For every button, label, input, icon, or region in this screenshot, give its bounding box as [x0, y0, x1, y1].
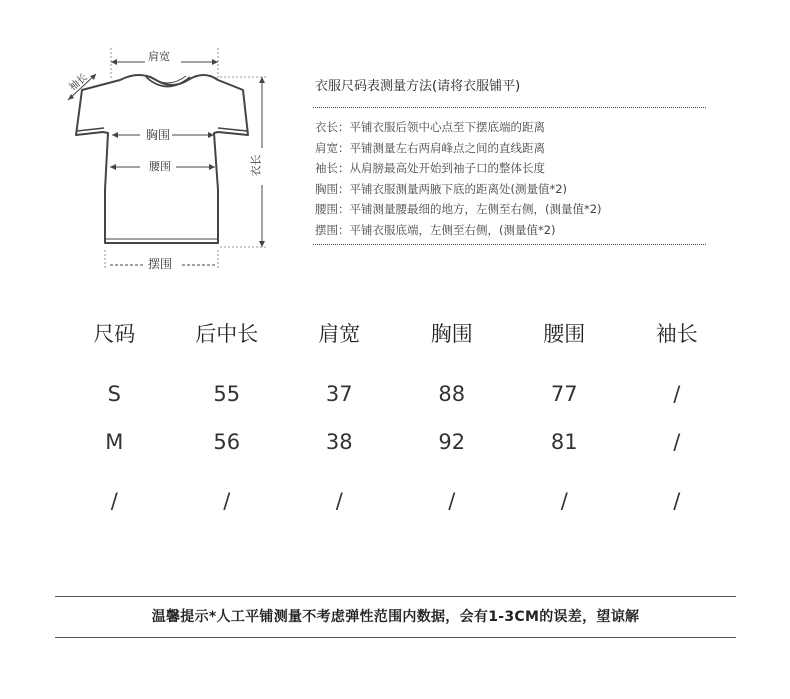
method-item-hem: 摆围：平铺衣服底端，左侧至右侧，(测量值*2) [315, 222, 556, 237]
table-cell: / [223, 488, 231, 513]
table-cell: / [673, 429, 681, 454]
header-chest: 胸围 [430, 322, 473, 346]
method-item-waist: 腰围：平铺测量腰最细的地方，左侧至右侧，(测量值*2) [315, 202, 602, 216]
table-cell: M [105, 429, 124, 454]
chest-label: 胸围 [146, 128, 171, 142]
table-cell: 77 [550, 381, 578, 406]
note-bottom-divider [55, 637, 736, 638]
table-cell: S [107, 381, 121, 406]
table-cell: / [110, 488, 118, 513]
table-cell: / [673, 488, 681, 513]
table-cell: / [448, 488, 456, 513]
table-cell: / [335, 488, 343, 513]
length-label: 衣长 [249, 154, 263, 177]
table-cell: 81 [550, 429, 578, 454]
method-item-chest: 胸围：平铺衣服测量两腋下底的距离处(测量值*2) [315, 181, 568, 196]
size-chart-table [58, 313, 733, 530]
method-bottom-divider [313, 244, 706, 245]
table-cell: 88 [438, 381, 466, 406]
hem-label: 摆围 [148, 257, 173, 271]
warm-tip-note: 温馨提示*人工平铺测量不考虑弹性范围内数据，会有1-3CM的误差，望谅解 [151, 609, 640, 625]
table-row [58, 471, 733, 530]
table-cell: 92 [438, 429, 466, 454]
method-title: 衣服尺码表测量方法(请将衣服铺平) [315, 79, 521, 94]
table-cell: 55 [213, 381, 241, 406]
method-item-sleeve: 袖长：从肩膀最高处开始到袖子口的整体长度 [315, 161, 545, 175]
table-cell: 56 [213, 429, 241, 454]
header-size: 尺码 [93, 322, 136, 346]
table-cell: / [673, 381, 681, 406]
table-cell: 38 [325, 429, 353, 454]
shoulder-label: 肩宽 [148, 50, 170, 63]
method-title-divider [313, 107, 706, 108]
table-header-row [58, 313, 733, 353]
sleeve-label: 袖长 [67, 71, 90, 94]
tshirt-measurement-diagram [60, 40, 300, 285]
waist-label: 腰围 [149, 160, 171, 173]
header-back-length: 后中长 [195, 322, 259, 346]
note-top-divider [55, 596, 736, 597]
table-cell: / [560, 488, 568, 513]
header-shoulder: 肩宽 [318, 322, 361, 346]
header-sleeve: 袖长 [655, 322, 698, 346]
method-item-length: 衣长：平铺衣服后领中心点至下摆底端的距离 [315, 120, 545, 134]
tshirt-outline-icon [60, 40, 300, 285]
table-row [58, 353, 733, 412]
table-row [58, 412, 733, 471]
header-waist: 腰围 [543, 322, 586, 346]
method-list [315, 117, 708, 240]
measurement-method [313, 78, 708, 245]
table-cell: 37 [325, 381, 353, 406]
method-item-shoulder: 肩宽：平铺测量左右两肩峰点之间的直线距离 [315, 140, 545, 155]
